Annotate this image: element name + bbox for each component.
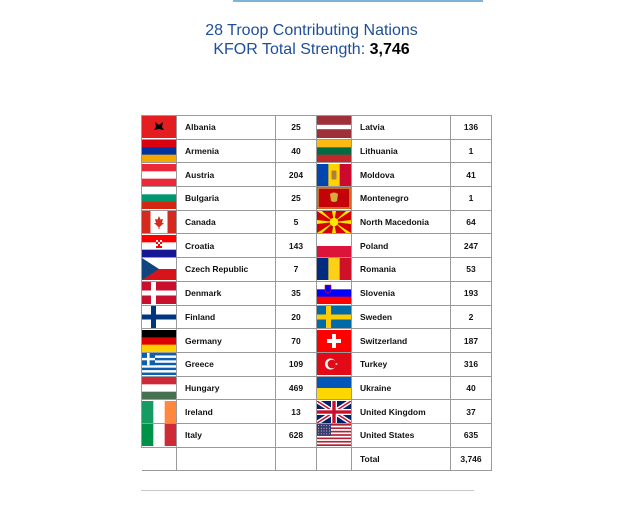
flag-cell <box>142 352 177 376</box>
troop-count: 20 <box>276 305 317 329</box>
flag-cell <box>317 258 352 282</box>
country-name: Albania <box>177 116 276 140</box>
troop-count: 109 <box>276 352 317 376</box>
country-name: Bulgaria <box>177 187 276 211</box>
flag-cell <box>317 423 352 447</box>
troop-count: 41 <box>451 163 492 187</box>
troop-count: 316 <box>451 352 492 376</box>
uk-flag-icon <box>317 401 351 423</box>
empty-cell <box>276 447 317 471</box>
troop-count: 40 <box>276 139 317 163</box>
total-strength-label: KFOR Total Strength: <box>213 41 366 58</box>
romania-flag-icon <box>317 258 351 280</box>
poland-flag-icon <box>317 235 351 257</box>
table-row <box>142 423 492 447</box>
flag-cell <box>317 139 352 163</box>
troop-count: 469 <box>276 376 317 400</box>
troop-count: 37 <box>451 400 492 424</box>
troop-count: 25 <box>276 187 317 211</box>
table-row <box>142 376 492 400</box>
flag-cell <box>317 116 352 140</box>
troop-count: 187 <box>451 329 492 353</box>
country-name: North Macedonia <box>352 210 451 234</box>
turkey-flag-icon <box>317 353 351 375</box>
flag-cell <box>142 281 177 305</box>
croatia-flag-icon <box>142 235 176 257</box>
troop-count: 136 <box>451 116 492 140</box>
total-row <box>142 447 492 471</box>
italy-flag-icon <box>142 424 176 446</box>
usa-flag-icon <box>317 424 351 446</box>
flag-cell <box>317 281 352 305</box>
country-name: Sweden <box>352 305 451 329</box>
troop-count: 64 <box>451 210 492 234</box>
country-name: Canada <box>177 210 276 234</box>
country-name: Poland <box>352 234 451 258</box>
top-divider-line <box>233 0 483 2</box>
country-name: Denmark <box>177 281 276 305</box>
flag-cell <box>142 258 177 282</box>
troop-count: 1 <box>451 139 492 163</box>
troop-table <box>141 115 492 471</box>
country-name: Montenegro <box>352 187 451 211</box>
country-name: Moldova <box>352 163 451 187</box>
troop-count: 35 <box>276 281 317 305</box>
troop-count: 25 <box>276 116 317 140</box>
sweden-flag-icon <box>317 306 351 328</box>
country-name: Romania <box>352 258 451 282</box>
troop-count: 70 <box>276 329 317 353</box>
latvia-flag-icon <box>317 116 351 138</box>
flag-cell <box>142 329 177 353</box>
canada-flag-icon <box>142 211 176 233</box>
troop-count: 247 <box>451 234 492 258</box>
table-row <box>142 187 492 211</box>
country-name: Hungary <box>177 376 276 400</box>
flag-cell <box>142 210 177 234</box>
table-row <box>142 352 492 376</box>
table-row <box>142 305 492 329</box>
country-name: Armenia <box>177 139 276 163</box>
country-name: Croatia <box>177 234 276 258</box>
country-name: Switzerland <box>352 329 451 353</box>
country-name: Germany <box>177 329 276 353</box>
austria-flag-icon <box>142 164 176 186</box>
country-name: Turkey <box>352 352 451 376</box>
troop-count: 143 <box>276 234 317 258</box>
slovenia-flag-icon <box>317 282 351 304</box>
table-row <box>142 163 492 187</box>
table-row <box>142 258 492 282</box>
total-label: Total <box>352 447 451 471</box>
table-row <box>142 210 492 234</box>
troop-count: 204 <box>276 163 317 187</box>
flag-cell <box>142 163 177 187</box>
north-macedonia-flag-icon <box>317 211 351 233</box>
flag-cell <box>317 305 352 329</box>
troop-count: 2 <box>451 305 492 329</box>
moldova-flag-icon <box>317 164 351 186</box>
table-row <box>142 139 492 163</box>
armenia-flag-icon <box>142 140 176 162</box>
bottom-divider-line <box>141 490 474 491</box>
flag-cell <box>317 447 352 471</box>
table-row <box>142 400 492 424</box>
table-row <box>142 116 492 140</box>
flag-cell <box>142 187 177 211</box>
ukraine-flag-icon <box>317 377 351 399</box>
total-value: 3,746 <box>451 447 492 471</box>
flag-cell <box>317 352 352 376</box>
albania-flag-icon <box>142 116 176 138</box>
flag-cell <box>317 234 352 258</box>
greece-flag-icon <box>142 353 176 375</box>
table-row <box>142 281 492 305</box>
troop-count: 628 <box>276 423 317 447</box>
troop-count: 635 <box>451 423 492 447</box>
table-row <box>142 329 492 353</box>
denmark-flag-icon <box>142 282 176 304</box>
troop-count: 1 <box>451 187 492 211</box>
flag-cell <box>142 423 177 447</box>
flag-cell <box>142 116 177 140</box>
hungary-flag-icon <box>142 377 176 399</box>
flag-cell <box>317 400 352 424</box>
montenegro-flag-icon <box>317 187 351 209</box>
flag-cell <box>317 187 352 211</box>
troop-count: 13 <box>276 400 317 424</box>
country-name: United Kingdom <box>352 400 451 424</box>
bulgaria-flag-icon <box>142 187 176 209</box>
lithuania-flag-icon <box>317 140 351 162</box>
country-name: Austria <box>177 163 276 187</box>
country-name: Greece <box>177 352 276 376</box>
flag-cell <box>142 400 177 424</box>
flag-cell <box>317 376 352 400</box>
empty-cell <box>177 447 276 471</box>
total-strength-line <box>0 41 623 59</box>
troop-count: 40 <box>451 376 492 400</box>
country-name: Slovenia <box>352 281 451 305</box>
flag-cell <box>142 234 177 258</box>
troop-count: 7 <box>276 258 317 282</box>
country-name: Lithuania <box>352 139 451 163</box>
troop-count: 53 <box>451 258 492 282</box>
country-name: Czech Republic <box>177 258 276 282</box>
country-name: Ukraine <box>352 376 451 400</box>
flag-cell <box>317 210 352 234</box>
country-name: Latvia <box>352 116 451 140</box>
table-row <box>142 234 492 258</box>
switzerland-flag-icon <box>317 330 351 352</box>
flag-cell <box>142 376 177 400</box>
czech-flag-icon <box>142 258 176 280</box>
country-name: Italy <box>177 423 276 447</box>
flag-cell <box>317 163 352 187</box>
country-name: Ireland <box>177 400 276 424</box>
germany-flag-icon <box>142 330 176 352</box>
page-title: 28 Troop Contributing Nations <box>205 22 418 39</box>
country-name: Finland <box>177 305 276 329</box>
empty-cell <box>142 447 177 471</box>
troop-count: 5 <box>276 210 317 234</box>
flag-cell <box>142 139 177 163</box>
troop-count: 193 <box>451 281 492 305</box>
total-strength-value: 3,746 <box>369 41 410 58</box>
flag-cell <box>142 305 177 329</box>
flag-cell <box>317 329 352 353</box>
finland-flag-icon <box>142 306 176 328</box>
country-name: United States <box>352 423 451 447</box>
ireland-flag-icon <box>142 401 176 423</box>
